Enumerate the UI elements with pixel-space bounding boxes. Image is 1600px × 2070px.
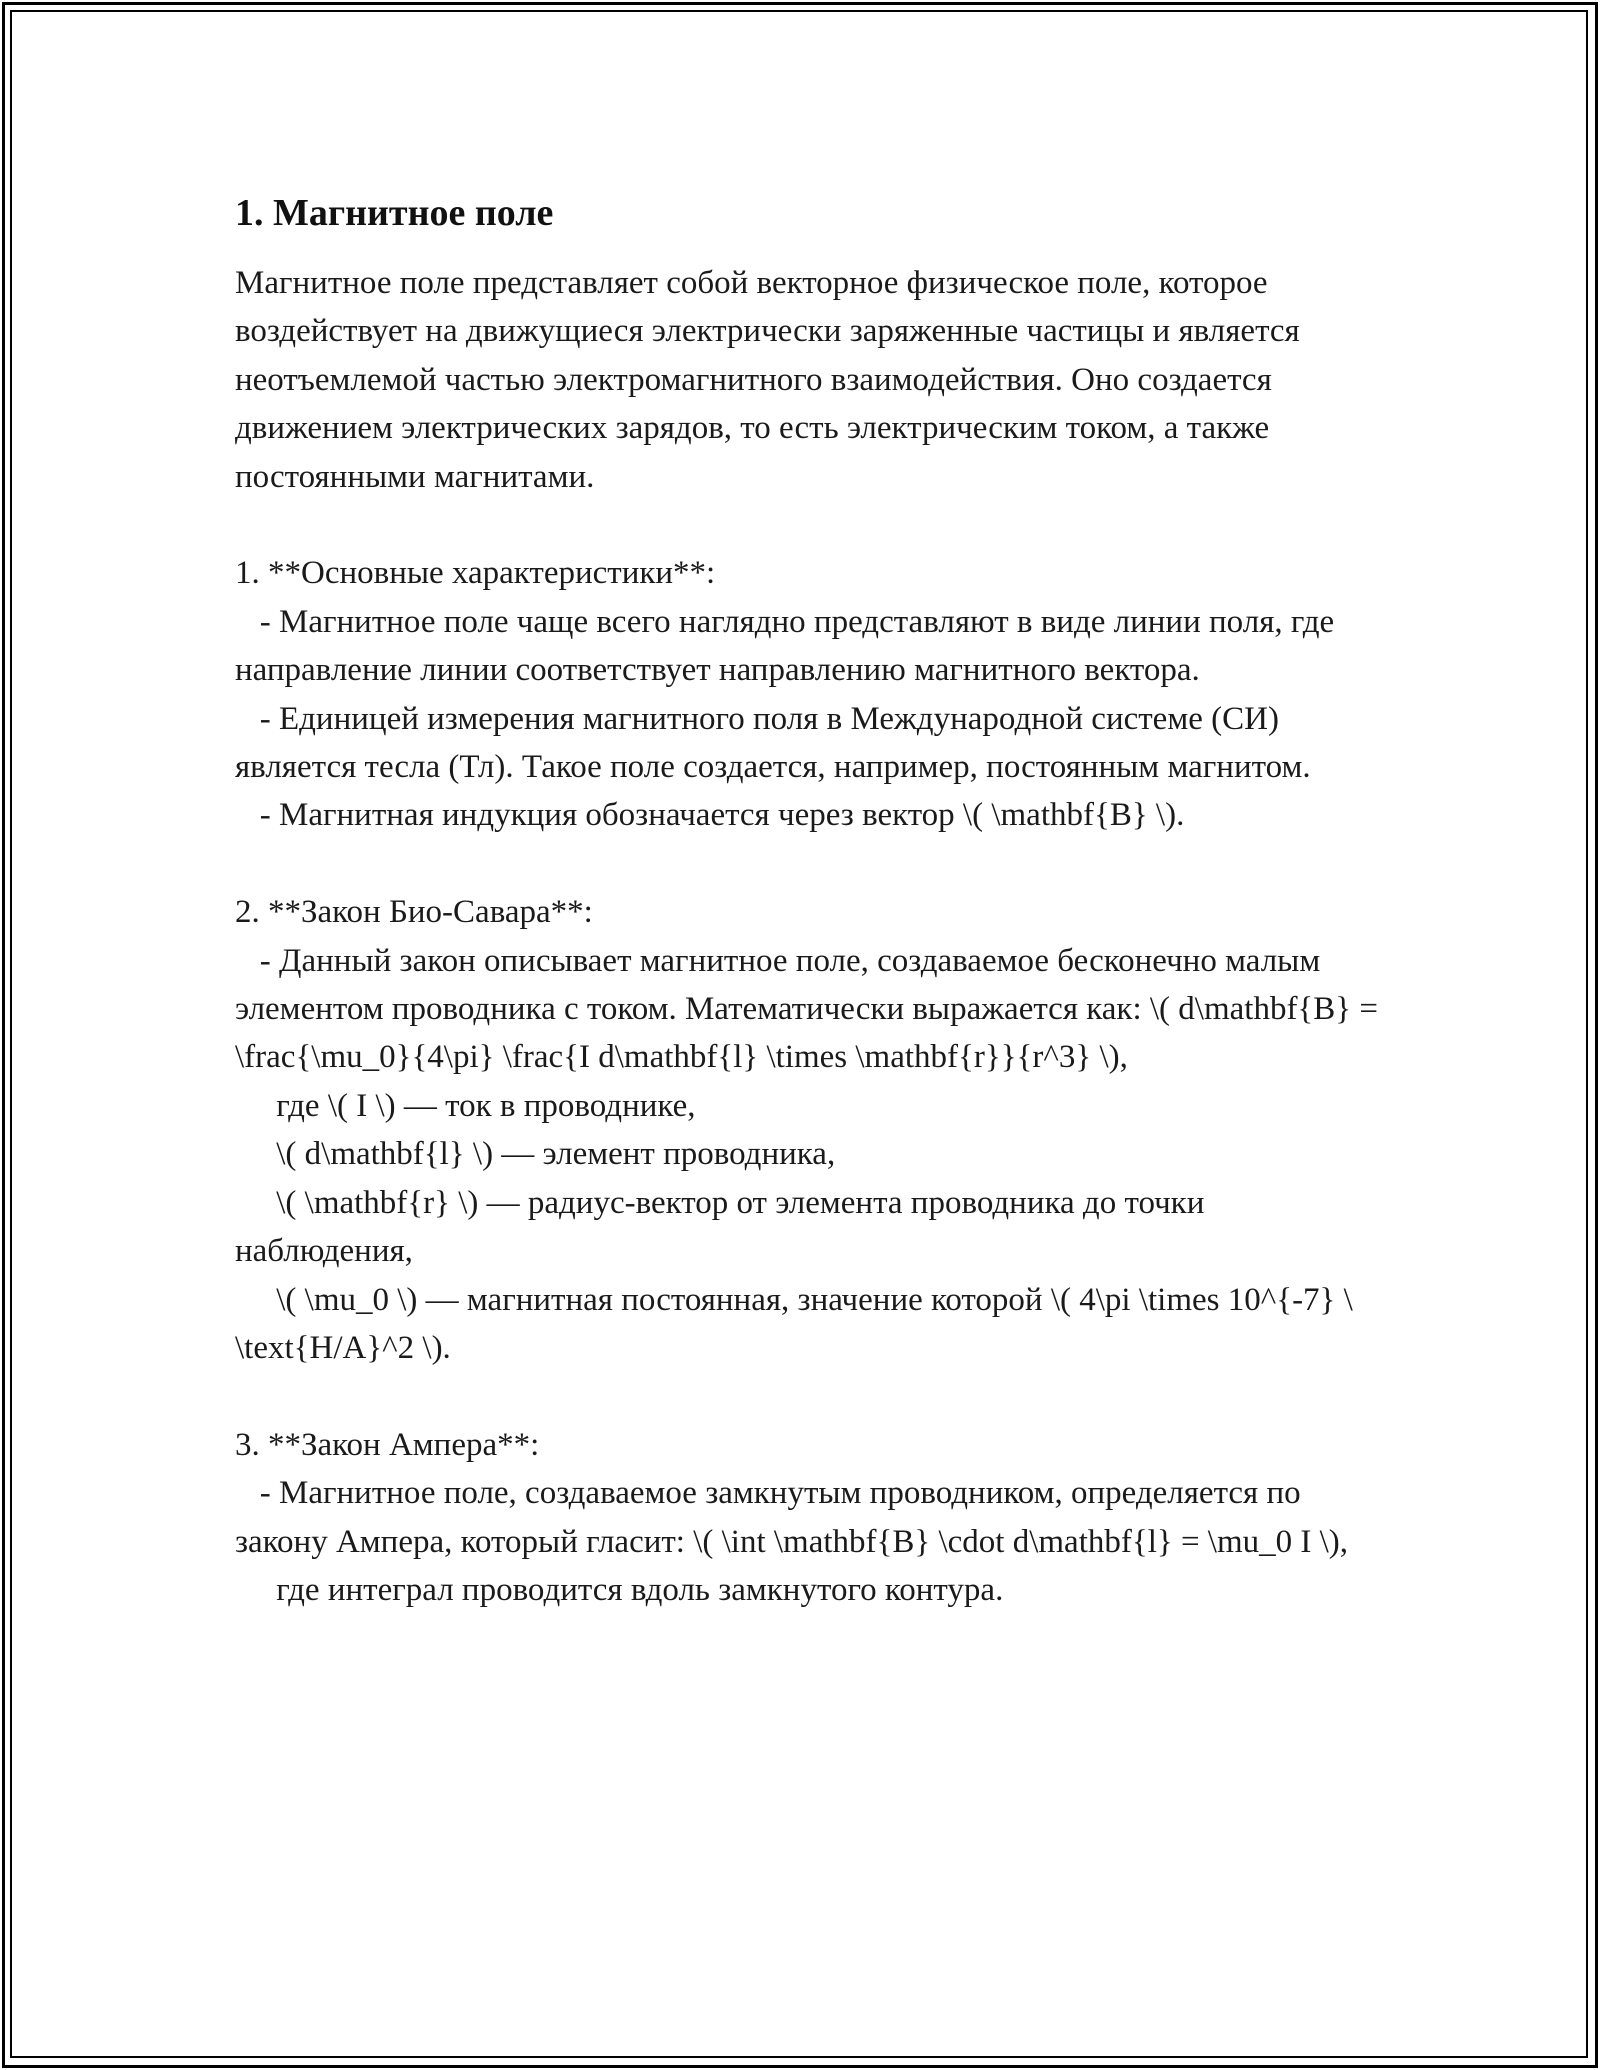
section-line: \( d\mathbf{l} \) — элемент проводника, <box>235 1136 836 1173</box>
section-line: - Единицей измерения магнитного поля в Международной системе (СИ) является тесла (Тл). Такое поле создается, например, постоянным магнитом. <box>235 700 1311 786</box>
section-heading: 3. **Закон Ампера**: <box>235 1426 540 1463</box>
section-characteristics <box>235 549 1385 839</box>
section-line: где \( I \) — ток в проводнике, <box>235 1087 696 1124</box>
section-line: - Магнитное поле чаще всего наглядно представляют в виде линии поля, где направление линии соответствует направлению магнитного вектора. <box>235 603 1343 689</box>
intro-paragraph: Магнитное поле представляет собой векторное физическое поле, которое воздействует на движущиеся электрически заряженные частицы и является неотъемлемой частью электромагнитного взаимодействия. Оно создается движением электрических зарядов, то есть электрическим током, а также постоянными магнитами. <box>235 265 1308 495</box>
section-line: где интеграл проводится вдоль замкнутого контура. <box>235 1571 1004 1608</box>
section-line: - Данный закон описывает магнитное поле, создаваемое бесконечно малым элементом проводника с током. Математически выражается как: \( d\mathbf{B} = \frac{\mu_0}{4\pi} \frac{I d\mathbf{l} \times \mathbf{r}}{r^3} \), <box>235 942 1387 1076</box>
document-title: 1. Магнитное поле <box>235 192 554 234</box>
section-line: \( \mathbf{r} \) — радиус-вектор от элемента проводника до точки наблюдения, <box>235 1184 1213 1270</box>
section-ampere <box>235 1421 1385 1615</box>
section-line: - Магнитная индукция обозначается через вектор \( \mathbf{B} \). <box>235 797 1185 834</box>
document-body <box>235 185 1385 1614</box>
section-line: \( \mu_0 \) — магнитная постоянная, значение которой \( 4\pi \times 10^{-7} \ \text{Н/А}^2 \). <box>235 1281 1362 1366</box>
section-biot-savart <box>235 888 1385 1372</box>
section-line: - Магнитное поле, создаваемое замкнутым проводником, определяется по закону Ампера, который гласит: \( \int \mathbf{B} \cdot d\mathbf{l} = \mu_0 I \), <box>235 1475 1349 1560</box>
section-heading: 1. **Основные характеристики**: <box>235 555 716 592</box>
section-heading: 2. **Закон Био-Савара**: <box>235 894 593 931</box>
